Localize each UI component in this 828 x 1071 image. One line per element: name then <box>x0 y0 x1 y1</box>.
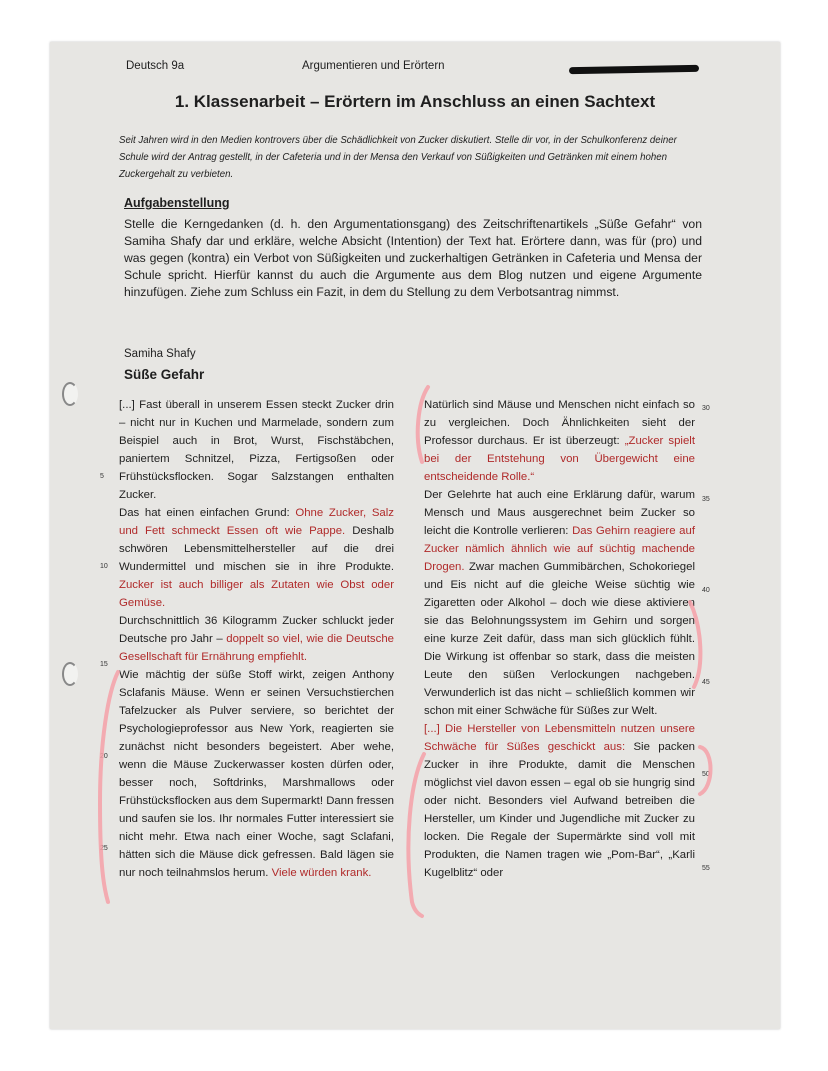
punch-hole <box>62 662 78 686</box>
paragraph: [...] Die Hersteller von Lebensmitteln nutzen unsere Schwäche für Süßes geschickt aus: Sie packen Zucker in ihre Produkte, damit die Menschen möglichst viel davon essen – egal ob sie hungrig sind oder nicht. Besonders viel Aufwand betreiben die Hersteller, um Kinder und Jugendliche mit Zucker zu locken. Die Regale der Supermärkte sind voll mit Produkten, die Namen tragen wie „Pom-Bar“, „Karli Kugelblitz“ oder <box>424 723 695 879</box>
line-number: 55 <box>702 865 710 872</box>
redacted-name-bar <box>569 65 699 74</box>
task-text: Stelle die Kerngedanken (d. h. den Argumentationsgang) des Zeitschriftenartikels „Süße Gefahr“ von Samiha Shafy dar und erkläre, welche Absicht (Intention) der Text hat. Erörtere dann, was für (pro) und was gegen (kontra) ein Verbot von Süßigkeiten und zuckerhaltigen Getränken in Cafeteria und Mensa der Schule spricht. Hierfür kannst du auch die Argumente aus dem Blog nutzen und eigene Argumente hinzufügen. Ziehe zum Schluss ein Fazit, in dem du Stellung zu dem Verbotsantrag nimmst. <box>124 217 702 299</box>
line-number: 15 <box>100 661 108 668</box>
line-number: 10 <box>100 563 108 570</box>
worksheet-page <box>50 42 780 1029</box>
article-author: Samiha Shafy <box>124 348 196 360</box>
line-number: 25 <box>100 845 108 852</box>
highlighted-text: Viele würden krank. <box>271 867 372 879</box>
article-column-left <box>119 396 394 882</box>
punch-hole <box>62 382 78 406</box>
line-number: 40 <box>702 587 710 594</box>
marker-bracket-left <box>100 672 118 902</box>
article-title: Süße Gefahr <box>124 367 205 382</box>
article-column-right <box>424 396 695 882</box>
paragraph: Wie mächtig der süße Stoff wirkt, zeigen Anthony Sclafanis Mäuse. Wenn er seinen Versuchstierchen Tafelzucker als Pulver serviere, so berichtet der Psychologieprofessor aus New York, reagierten sie zunächst nicht besonders begeistert. Aber wehe, wenn die Mäuse Zuckerwasser kosten dürfen oder, besser noch, Softdrinks, Marshmallows oder Frühstücksflocken aus dem Supermarkt! Dann fressen und saufen sie los. Ihr normales Futter interessiert sie nicht mehr. Etwa nach einer Woche, sagt Sclafani, hätten sich die Mäuse dick gefressen. Bald lägen sie nur noch teilnahmslos herum. Viele würden krank. <box>119 669 394 879</box>
highlighted-text: Zucker ist auch billiger als Zutaten wie Obst oder Gemüse. <box>119 579 394 609</box>
line-number: 45 <box>702 679 710 686</box>
subject-label: Deutsch 9a <box>126 60 185 72</box>
paragraph: [...] Fast überall in unserem Essen steckt Zucker drin – nicht nur in Kuchen und Marmelade, sondern zum Beispiel auch in Brot, Wurst, Fischstäbchen, paniertem Schnitzel, Pizza, Fertigsoßen oder Frühstücksflocken. Sogar Salzstangen enthalten Zucker. <box>119 399 394 501</box>
highlighted-text: „Zucker spielt bei der Entstehung von Übergewicht eine entscheidende Rolle.“ <box>424 435 695 483</box>
line-number: 35 <box>702 496 710 503</box>
highlighted-text: [...] Die Hersteller von Lebensmitteln nutzen unsere Schwäche für Süßes geschickt aus: <box>424 723 695 753</box>
task-heading: Aufgabenstellung <box>124 196 230 210</box>
marker-bracket-right-low <box>408 754 424 916</box>
paragraph: Natürlich sind Mäuse und Menschen nicht einfach so zu vergleichen. Doch Ähnlichkeiten sieht der Professor durchaus. Er ist überzeugt: „Zucker spielt bei der Entstehung von Übergewicht eine entscheidende Rolle.“ <box>424 399 695 483</box>
line-number: 30 <box>702 405 710 412</box>
page-header <box>126 60 695 80</box>
page-title: 1. Klassenarbeit – Erörtern im Anschluss an einen Sachtext <box>174 92 656 111</box>
paragraph: Durchschnittlich 36 Kilogramm Zucker schluckt jeder Deutsche pro Jahr – doppelt so viel, wie die Deutsche Gesellschaft für Ernährung empfiehlt. <box>119 615 394 663</box>
intro-text: Seit Jahren wird in den Medien kontrovers über die Schädlichkeit von Zucker diskutiert. Stelle dir vor, in der Schulkonferenz deiner Schule wird der Antrag gestellt, in der Cafeteria und in der Mensa den Verkauf von Süßigkeiten und Getränken mit einem hohen Zuckergehalt zu verbieten. <box>119 135 677 180</box>
topic-label: Argumentieren und Erörtern <box>302 60 445 72</box>
highlighted-text: Das Gehirn reagiere auf Zucker nämlich ähnlich wie auf süchtig machende Drogen. <box>424 525 695 573</box>
highlighted-text: doppelt so viel, wie die Deutsche Gesellschaft für Ernährung empfiehlt. <box>119 633 394 663</box>
paragraph: Das hat einen einfachen Grund: Ohne Zucker, Salz und Fett schmeckt Essen oft wie Pappe. Deshalb schwören Lebensmittelhersteller auf die drei Wundermittel und mischen sie in ihre Produkte. Zucker ist auch billiger als Zutaten wie Obst oder Gemüse. <box>119 507 394 609</box>
highlighted-text: Ohne Zucker, Salz und Fett schmeckt Essen oft wie Pappe. <box>119 507 394 537</box>
line-number: 50 <box>702 771 710 778</box>
line-number: 20 <box>100 753 108 760</box>
line-number: 5 <box>100 473 104 480</box>
paragraph: Der Gelehrte hat auch eine Erklärung dafür, warum Mensch und Maus ausgerechnet beim Zucker so leicht die Kontrolle verlieren: Das Gehirn reagiere auf Zucker nämlich ähnlich wie auf süchtig machende Drogen. Zwar machen Gummibärchen, Schokoriegel und Eis nicht auf die gleiche Weise süchtig wie Zigaretten oder Alkohol – doch wie diese aktivieren sie das Belohnungssystem im Gehirn und sorgen eine kurze Zeit dafür, dass man sich glücklich fühlt. Die Wirkung ist offenbar so stark, dass die meisten Leute den süßen Verlockungen nachgeben. Verwunderlich ist das nicht – schließlich kommen wir schon mit einer Schwäche für Süßes zur Welt. <box>424 489 695 717</box>
